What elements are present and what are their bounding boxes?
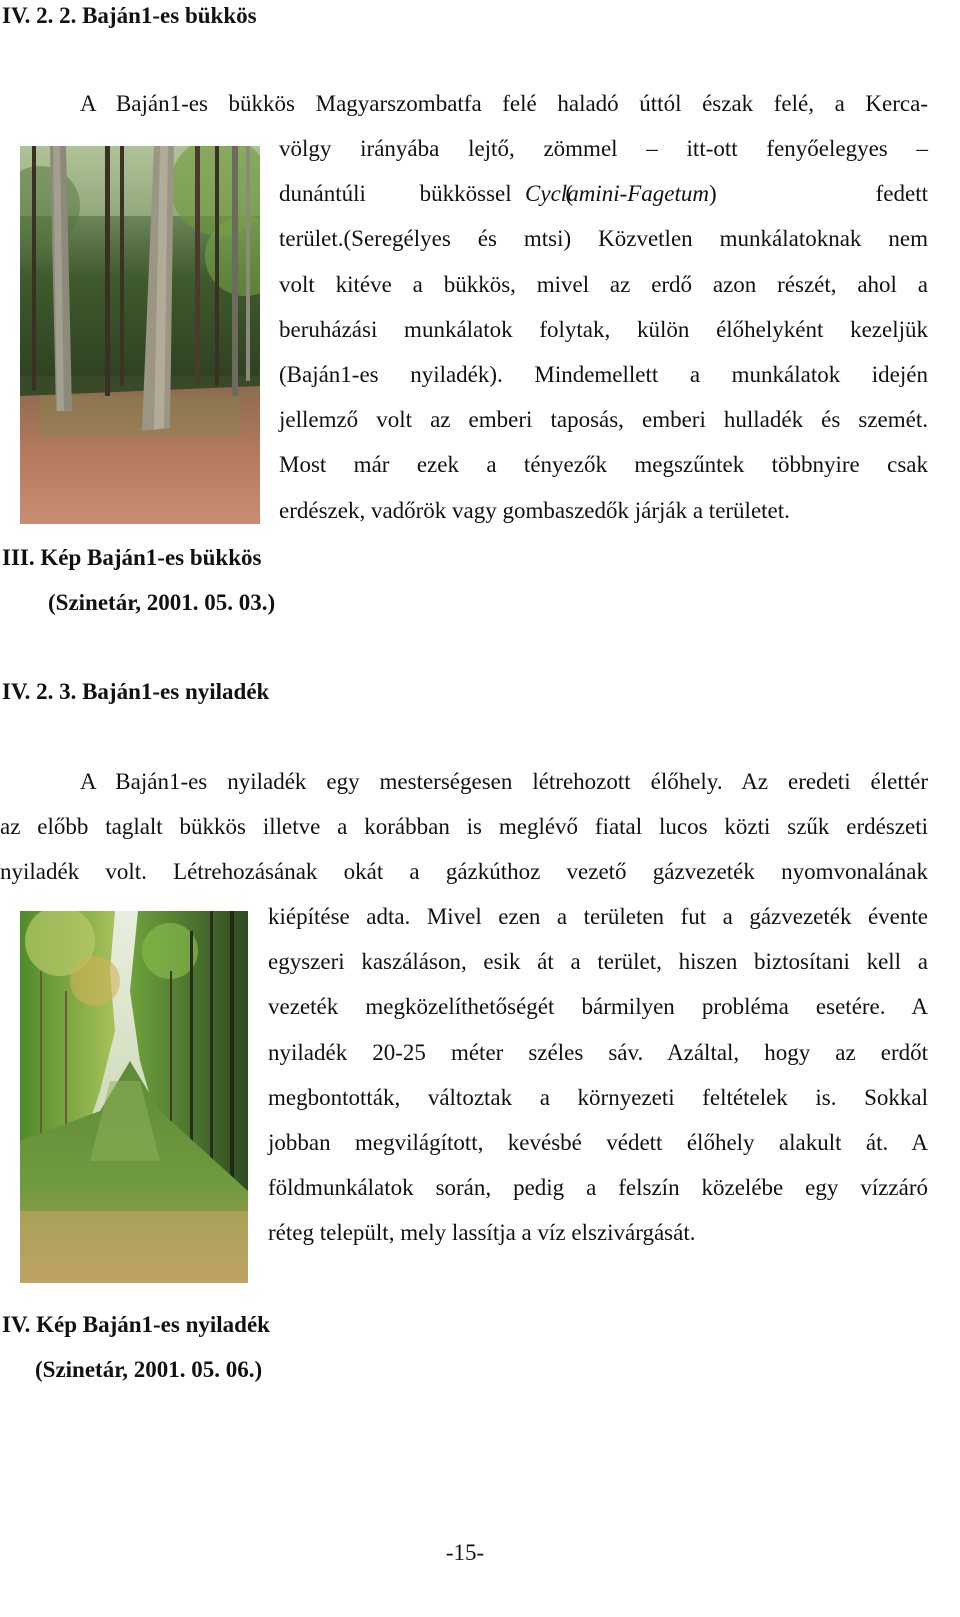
- text-line: Most már ezek a tényezők megszűntek többnyire csak: [279, 452, 928, 478]
- photo-beech-forest: [20, 146, 260, 524]
- text-line: az előbb taglalt bükkös illetve a korábban is meglévő fiatal lucos közti szűk erdészeti: [0, 814, 928, 840]
- text-line: volt kitéve a bükkös, mivel az erdő azon részét, ahol a: [279, 271, 928, 297]
- text-line: beruházási munkálatok folytak, külön élőhelyként kezeljük: [279, 316, 928, 342]
- text-line: kiépítése adta. Mivel ezen a területen fut a gázvezeték évente: [268, 904, 928, 929]
- text-line: [279, 171, 928, 216]
- text-line: földmunkálatok során, pedig a felszín közelébe egy vízzáró: [268, 1175, 928, 1201]
- forest-clearing-image: [20, 911, 248, 1283]
- text-line: egyszeri kaszáláson, esik át a terület, hiszen biztosítani kell a: [268, 949, 928, 975]
- section-heading-nyiladek: IV. 2. 3. Baján1-es nyiladék: [2, 679, 270, 704]
- caption-title: IV. Kép Baján1-es nyiladék: [2, 1312, 270, 1337]
- caption-date: (Szinetár, 2001. 05. 03.): [48, 590, 276, 615]
- caption-date: (Szinetár, 2001. 05. 06.): [35, 1357, 263, 1382]
- text-line: A Baján1-es bükkös Magyarszombatfa felé haladó úttól észak felé, a Kerca-: [80, 91, 928, 116]
- text-fragment: ) fedett: [709, 181, 928, 207]
- paragraph-nyiladek: [0, 759, 928, 895]
- text-line: megbontották, változtak a környezeti feltételek is. Sokkal: [268, 1084, 928, 1110]
- section-heading-bukkos: IV. 2. 2. Baján1-es bükkös: [2, 3, 257, 28]
- page-number: -15-: [445, 1540, 485, 1565]
- text-line: jobban megvilágított, kevésbé védett élőhely alakult át. A: [268, 1129, 928, 1155]
- text-fragment: dunántúli bükkössel (: [279, 181, 574, 207]
- text-line: nyiladék volt. Létrehozásának okát a gázkúthoz vezető gázvezeték nyomvonalának: [0, 859, 928, 885]
- photo-forest-clearing: [20, 911, 248, 1283]
- text-line: terület.(Seregélyes és mtsi) Közvetlen munkálatoknak nem: [279, 226, 928, 252]
- paragraph-bukkos-wrap: [279, 126, 928, 533]
- paragraph-bukkos: [0, 81, 928, 126]
- text-line: (Baján1-es nyiladék). Mindemellett a munkálatok idején: [279, 361, 928, 387]
- text-line: erdészek, vadőrök vagy gombaszedők járják a területet.: [279, 497, 790, 523]
- paragraph-nyiladek-wrap: [268, 894, 928, 1256]
- photo-caption-nyiladek: [2, 1302, 270, 1392]
- text-line: vezeték megközelíthetőségét bármilyen probléma esetére. A: [268, 994, 928, 1020]
- text-line: jellemző volt az emberi taposás, emberi hulladék és szemét.: [279, 407, 928, 433]
- text-line: réteg települt, mely lassítja a víz elszivárgását.: [268, 1220, 696, 1246]
- species-name: Cyclamini-Fagetum: [525, 181, 710, 207]
- text-line: völgy irányába lejtő, zömmel – itt-ott fenyőelegyes –: [279, 136, 928, 161]
- photo-caption-bukkos: [2, 535, 275, 625]
- beech-forest-image: [20, 146, 260, 524]
- text-line: nyiladék 20-25 méter széles sáv. Azáltal, hogy az erdőt: [268, 1039, 928, 1065]
- caption-title: III. Kép Baján1-es bükkös: [2, 545, 262, 570]
- text-line: A Baján1-es nyiladék egy mesterségesen létrehozott élőhely. Az eredeti élettér: [80, 769, 928, 794]
